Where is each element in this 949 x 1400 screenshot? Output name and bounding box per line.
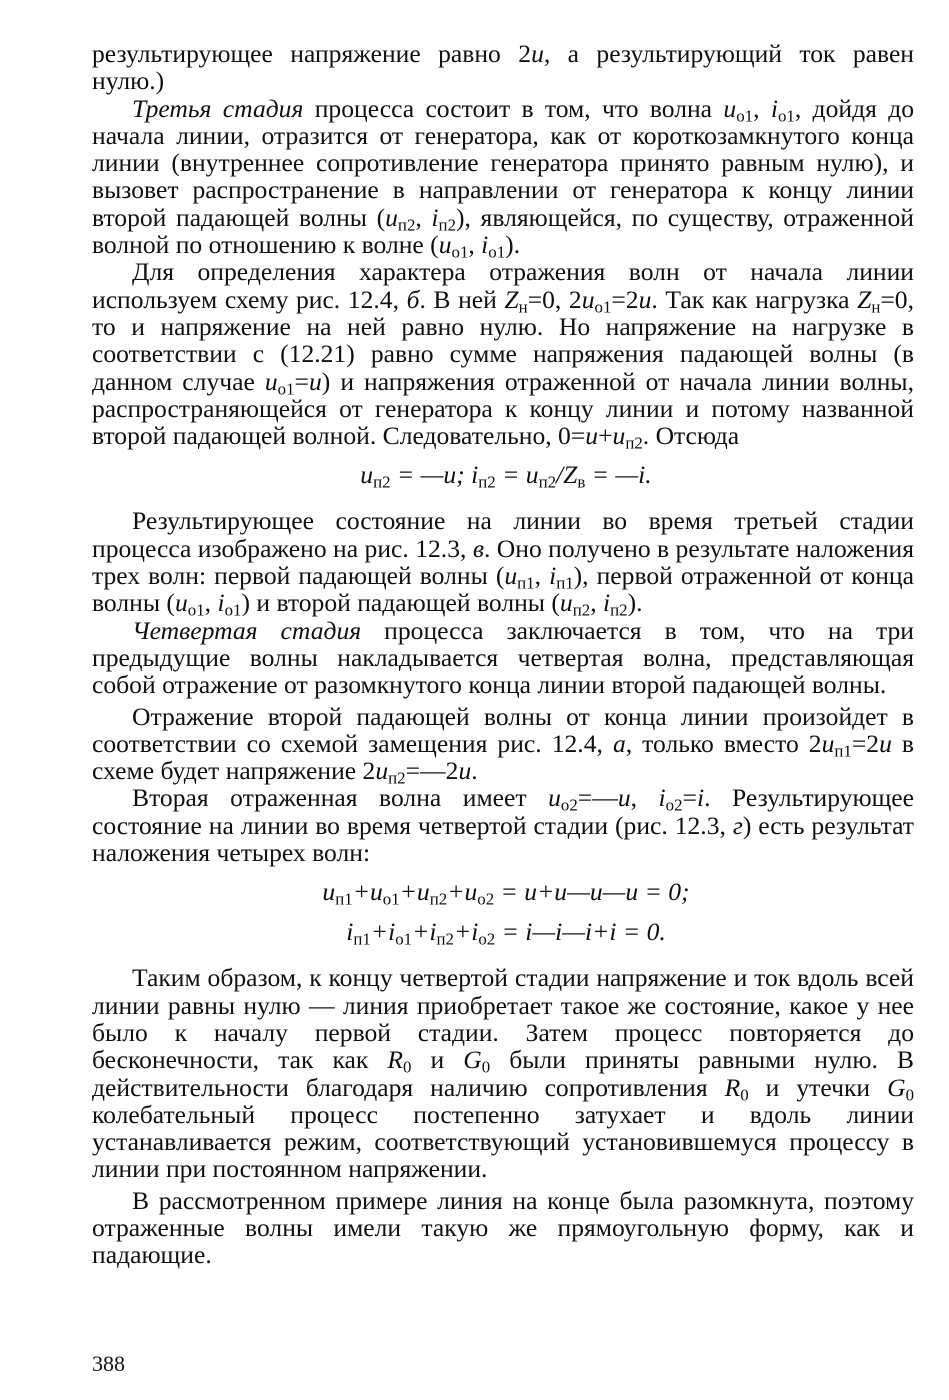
- paragraph-fourth-stage-result: [92, 784, 914, 866]
- stage-heading: Третья стадия: [132, 93, 304, 123]
- text-run: . Отсюда: [642, 421, 740, 451]
- subscript: о2: [478, 930, 496, 950]
- figure-letter: в: [472, 533, 484, 563]
- math-symbol: i: [431, 202, 439, 232]
- subscript: п1: [353, 930, 371, 950]
- text-run: ).: [627, 588, 643, 618]
- page-body: [92, 40, 914, 1269]
- math-symbol: u: [559, 588, 573, 618]
- subscript: о1: [594, 297, 612, 317]
- text-run: Отражение второй падающей волны от конца линии произойдет в соответствии со схемой замещения рис. 12.4,: [92, 701, 914, 758]
- math-symbol: u: [464, 877, 478, 907]
- math-symbol: u: [416, 877, 430, 907]
- text-run: =—: [577, 783, 618, 813]
- text-run: , а результирующий ток равен нулю.): [92, 39, 914, 96]
- paragraph-third-stage-result: [92, 506, 914, 621]
- subscript: о1: [488, 242, 506, 262]
- equation-part: = —u;: [390, 460, 472, 490]
- math-symbol: Z: [857, 284, 872, 314]
- subscript: п2: [438, 215, 457, 235]
- equation-part: +: [399, 877, 417, 907]
- stage-heading: Четвертая стадия: [132, 615, 362, 645]
- math-symbol: u: [585, 421, 599, 451]
- math-symbol: i: [481, 230, 489, 260]
- text-run: ).: [505, 230, 521, 260]
- math-symbol: u: [504, 561, 518, 591]
- text-run: ) и второй падающей волны (: [241, 588, 560, 618]
- math-symbol: u: [458, 756, 472, 786]
- figure-letter: г: [732, 810, 743, 840]
- math-symbol: i: [217, 588, 225, 618]
- math-symbol: i: [346, 917, 354, 947]
- math-symbol: i: [549, 561, 557, 591]
- text-run: . В ней: [419, 284, 505, 314]
- equation-current-sum: [92, 916, 914, 948]
- math-symbol: G: [887, 1072, 906, 1102]
- text-run: колебательный процесс постепенно затухает и вдоль линии устанавливается режим, соответствующий установившемуся процессу в линии при постоянном напряжении.: [92, 1099, 914, 1184]
- subscript: о1: [277, 379, 295, 399]
- paragraph-fourth-stage: [92, 617, 914, 699]
- math-symbol: i: [770, 93, 778, 123]
- subscript: п1: [517, 573, 535, 593]
- math-symbol: R: [724, 1072, 741, 1102]
- equation-second-incident-wave: [92, 459, 914, 491]
- text-run: и: [411, 1045, 464, 1075]
- equation-voltage-sum: [92, 876, 914, 908]
- equation-part: = —i.: [585, 460, 652, 490]
- text-run: ,: [415, 202, 432, 232]
- subscript: о1: [187, 601, 205, 621]
- text-run: +: [598, 421, 613, 451]
- text-run: В рассмотренном примере линия на конце была разомкнута, поэтому отраженные волны имели такую же прямоугольную форму, как и падающие.: [92, 1185, 914, 1270]
- subscript: о1: [224, 601, 242, 621]
- text-run: =—2: [405, 756, 459, 786]
- math-symbol: u: [612, 421, 626, 451]
- math-symbol: u: [308, 366, 322, 396]
- text-run: ,: [630, 783, 659, 813]
- text-run: ,: [204, 588, 218, 618]
- paragraph-third-stage: [92, 93, 915, 262]
- text-run: =2: [611, 284, 639, 314]
- subscript: п2: [397, 215, 416, 235]
- math-symbol: u: [723, 93, 737, 123]
- math-symbol: u: [438, 230, 452, 260]
- subscript: 0: [481, 1057, 491, 1077]
- math-symbol: u: [821, 728, 835, 758]
- text-run: . Оно получено в результате наложения трех волн: первой падающей волны (: [92, 533, 914, 591]
- math-symbol: u: [360, 460, 374, 490]
- text-run: ) есть результат наложения четырех волн:: [92, 810, 914, 868]
- text-run: в схеме будет напряжение 2: [92, 728, 914, 786]
- text-run: Таким образом, к концу четвертой стадии напряжение и ток вдоль всей линии равны нулю — линия приобретает такое же состояние, какое у нее было к началу первой стадии. Затем процесс повторяется до бесконечности, так как: [92, 963, 914, 1075]
- paragraph-continuation: [92, 40, 914, 95]
- text-run: ), являющейся, по существу, отраженной волной по отношению к волне (: [92, 202, 915, 260]
- subscript: п2: [373, 473, 391, 493]
- math-symbol: u: [322, 877, 336, 907]
- paragraph-reflection-analysis: [92, 257, 915, 453]
- math-symbol: u: [638, 284, 652, 314]
- figure-letter: а: [612, 728, 626, 758]
- text-run: ), первой отраженной от конца волны (: [92, 561, 914, 618]
- subscript: п2: [388, 768, 406, 788]
- text-run: процесса состоит в том, что волна: [303, 93, 724, 123]
- text-run: ,: [534, 561, 550, 591]
- math-symbol: Z: [504, 284, 519, 314]
- subscript: п2: [610, 601, 628, 621]
- math-symbol: u: [375, 756, 389, 786]
- equation-part: +: [447, 877, 465, 907]
- text-run: =0, 2: [527, 284, 582, 314]
- math-symbol: R: [387, 1045, 403, 1075]
- subscript: п2: [429, 890, 448, 910]
- subscript: п2: [478, 473, 496, 493]
- text-run: результирующее напряжение равно 2: [92, 39, 532, 68]
- text-run: ,: [753, 93, 771, 123]
- math-symbol: i: [696, 783, 705, 813]
- text-run: . Так как нагрузка: [651, 284, 858, 314]
- math-symbol: u: [581, 284, 595, 314]
- text-run: , дойдя до начала линии, отразится от генератора, как от короткозамкнутого конца линии (внутреннее сопротивление генератора принято равным нулю), и вызовет распространение в направлении от генератора к концу линии второй падающей волны (: [92, 93, 915, 232]
- paragraph-final-remark: [92, 1187, 914, 1269]
- text-run: =0, то и напряжение на ней равно нулю. Но напряжение на нагрузке в соответствии с (12.21) равно сумме напряжения падающей волны (в данном случае: [92, 284, 915, 396]
- text-run: Вторая отраженная волна имеет: [132, 783, 549, 813]
- math-symbol: i: [429, 917, 437, 947]
- math-symbol: i: [602, 588, 611, 618]
- subscript: о1: [382, 890, 400, 910]
- subscript: 0: [403, 1057, 412, 1077]
- subscript: п2: [572, 601, 591, 621]
- math-symbol: u: [264, 366, 278, 396]
- text-run: были приняты равными нулю. В действительности благодаря наличию сопротивления: [92, 1045, 914, 1102]
- text-run: ) и напряжения отраженной от начала линии волны, распространяющейся от генератора к концу линии и потому названной второй падающей волной. Следовательно, 0=: [92, 366, 914, 451]
- text-run: .: [471, 756, 478, 786]
- text-run: Результирующее состояние на линии во время третьей стадии процесса изображено на рис. 12.3,: [92, 506, 914, 563]
- subscript: о2: [560, 796, 578, 816]
- text-run: =: [294, 366, 309, 396]
- math-symbol: i: [471, 460, 479, 490]
- text-run: , только вместо 2: [625, 728, 822, 758]
- equation-part: +: [352, 877, 370, 907]
- subscript: о2: [665, 796, 683, 816]
- subscript: о1: [736, 106, 754, 126]
- math-symbol: u: [385, 202, 398, 232]
- math-symbol: i: [388, 917, 396, 947]
- subscript: о1: [451, 242, 469, 262]
- math-symbol: u: [174, 588, 188, 618]
- subscript: н: [518, 297, 528, 317]
- subscript: о1: [395, 930, 413, 950]
- subscript: п2: [625, 433, 643, 453]
- math-symbol: Z: [563, 460, 578, 490]
- math-symbol: G: [463, 1045, 482, 1075]
- equation-part: +: [412, 917, 430, 947]
- page-number: 388: [92, 1351, 125, 1376]
- text-run: . Результирующее состояние на линии во время четвертой стадии (рис. 12.3,: [92, 783, 915, 840]
- subscript: 0: [740, 1085, 749, 1105]
- equation-part: /: [556, 460, 564, 490]
- text-run: ,: [590, 588, 603, 618]
- subscript: п2: [538, 473, 557, 493]
- text-run: =2: [851, 728, 880, 758]
- paragraph-second-reflection: [92, 701, 914, 788]
- subscript: о1: [777, 106, 795, 126]
- subscript: п2: [436, 930, 454, 950]
- equation-part: = u+u—u—u = 0;: [494, 877, 690, 907]
- math-symbol: i: [471, 917, 479, 947]
- math-symbol: u: [548, 783, 561, 813]
- subscript: п1: [335, 890, 353, 910]
- math-symbol: u: [879, 728, 892, 758]
- text-run: Для определения характера отражения волн от начала линии используем схему рис. 12.4,: [92, 257, 914, 314]
- subscript: 0: [905, 1085, 914, 1105]
- equation-part: = i—i—i+i = 0.: [495, 917, 666, 947]
- text-run: =: [682, 783, 697, 813]
- text-run: и утечки: [748, 1072, 888, 1102]
- subscript: п1: [556, 573, 574, 593]
- figure-letter: б: [406, 284, 420, 314]
- text-run: ,: [468, 230, 482, 260]
- subscript: о2: [477, 890, 495, 910]
- equation-part: +: [453, 917, 472, 947]
- subscript: в: [577, 473, 586, 493]
- subscript: п1: [834, 741, 852, 761]
- math-symbol: u: [525, 460, 539, 490]
- text-run: процесса заключается в том, что на три предыдущие волны накладывается четвертая волна, представляющая собой отражение от разомкнутого конца линии второй падающей волны.: [92, 615, 914, 700]
- equation-part: =: [495, 460, 526, 490]
- paragraph-conclusion: [92, 964, 914, 1182]
- math-symbol: u: [617, 783, 631, 813]
- math-symbol: i: [658, 783, 666, 813]
- math-symbol: u: [369, 877, 383, 907]
- equation-part: +: [370, 917, 389, 947]
- math-symbol: u: [531, 39, 544, 68]
- subscript: н: [871, 297, 881, 317]
